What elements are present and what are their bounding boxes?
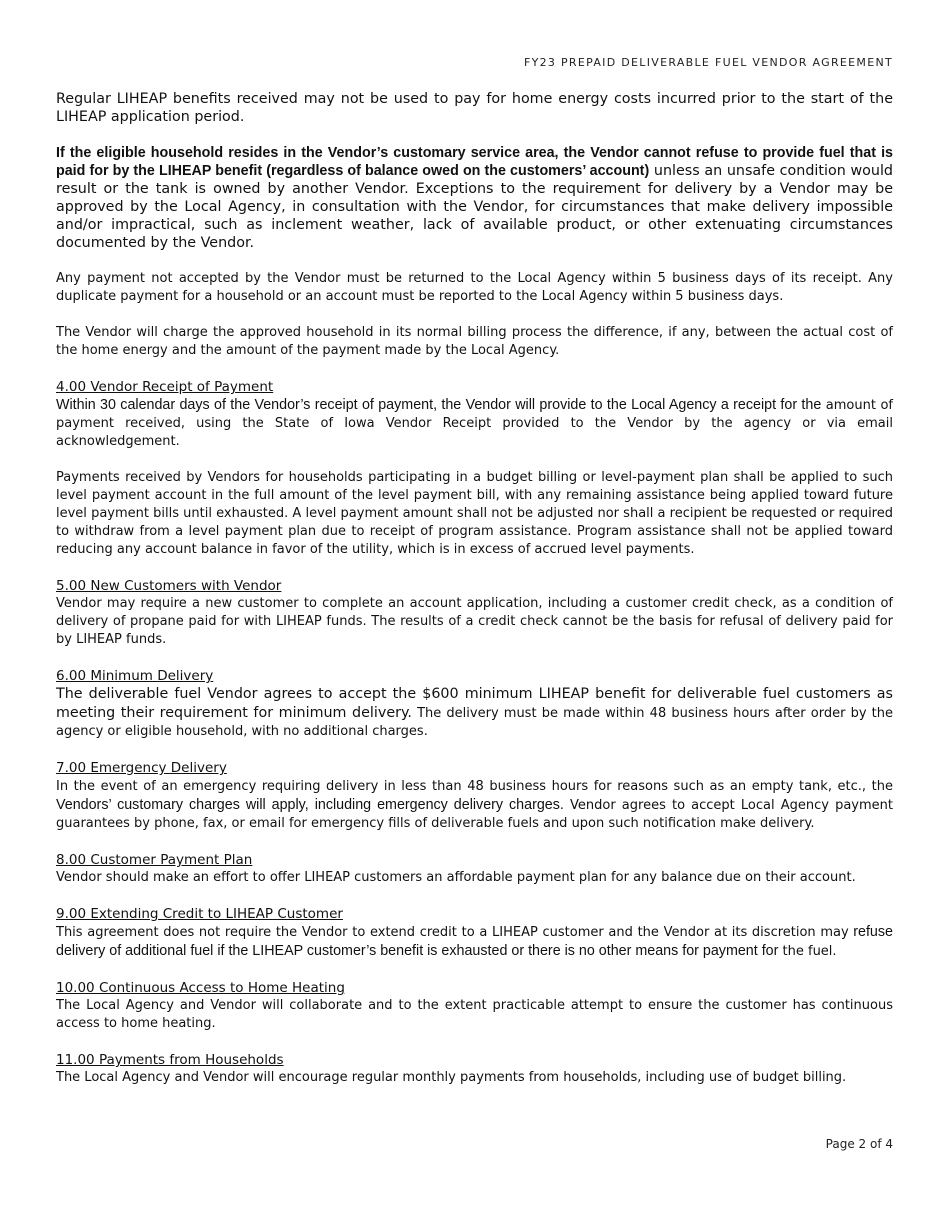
section-7-body [56, 777, 893, 833]
document-body [56, 90, 893, 1105]
section-9 [56, 905, 893, 961]
section-4-paragraph-1 [56, 396, 893, 451]
intro-bold-text: If the eligible household resides in the Vendor’s customary service area, the Vendor cannot refuse to provide fuel that is paid for by the LIHEAP benefit (regardless of balance owed on the customers’ account) [56, 145, 893, 179]
section-7 [56, 759, 893, 833]
section-6-body-start: The deliverable fuel Vendor agrees to accept the $600 minimum LIHEAP benefit for deliverable fuel customers as meeting their requirement for minimum delivery. [56, 686, 893, 721]
section-7-body-rest: Vendor agrees to accept Local Agency payment guarantees by phone, fax, or email for emergency fills of deliverable fuels and upon such notification make delivery. [56, 798, 893, 831]
intro-paragraph-2-rest: unless an unsafe condition would result or the tank is owned by another Vendor. Exceptions to the requirement for delivery by a Vendor may be approved by the Local Agency, in consultation with the Vendor, for circumstances that make delivery impossible and/or impractical, such as inclement weather, lack of available product, or other extenuating circumstances documented by the Vendor. [56, 163, 893, 251]
section-5-body: Vendor may require a new customer to complete an account application, including a customer credit check, as a condition of delivery of propane paid for with LIHEAP funds. The results of a credit check cannot be the basis for refusal of delivery paid for by LIHEAP funds. [56, 596, 893, 647]
intro-paragraph-4: The Vendor will charge the approved household in its normal billing process the difference, if any, between the actual cost of the home energy and the amount of the payment made by the Local Agency. [56, 325, 893, 358]
section-11 [56, 1051, 893, 1087]
section-4-paragraph-1-rest: amount of payment received, using the State of Iowa Vendor Receipt provided to the Vendor by the agency or via email acknowledgement. [56, 398, 893, 449]
page-number: Page 2 of 4 [825, 1137, 893, 1151]
section-9-body-end: the fuel. [778, 944, 837, 959]
section-5 [56, 577, 893, 649]
section-7-body-start: In the event of an emergency requiring delivery in less than 48 business hours for reasons such as an empty tank, etc., the [56, 779, 893, 794]
section-7-body-charges: Vendors’ customary charges will apply, including emergency delivery charges. [56, 797, 564, 813]
section-11-body: The Local Agency and Vendor will encourage regular monthly payments from households, including use of budget billing. [56, 1070, 847, 1085]
section-10-title: 10.00 Continuous Access to Home Heating [56, 980, 345, 996]
section-11-title: 11.00 Payments from Households [56, 1052, 284, 1068]
section-8 [56, 851, 893, 887]
section-6 [56, 667, 893, 741]
section-10-body: The Local Agency and Vendor will collaborate and to the extent practicable attempt to ensure the customer has continuous access to home heating. [56, 998, 893, 1031]
section-4-paragraph-2: Payments received by Vendors for households participating in a budget billing or level-payment plan shall be applied to such level payment account in the full amount of the level payment bill, with any remaining assistance being applied toward future level payment bills until exhausted. A level payment amount shall not be adjusted nor shall a recipient be requested or required to withdraw from a level payment plan due to receipt of program assistance. Program assistance shall not be applied toward reducing any account balance in favor of the utility, which is in excess of accrued level payments. [56, 470, 893, 557]
intro-paragraph-1: Regular LIHEAP benefits received may not be used to pay for home energy costs incurred prior to the start of the LIHEAP application period. [56, 91, 893, 125]
section-9-body-start: This agreement does not require the Vendor to extend credit to a LIHEAP customer and the Vendor at its discretion may [56, 925, 849, 940]
section-10 [56, 979, 893, 1033]
section-5-title: 5.00 New Customers with Vendor [56, 578, 282, 594]
section-9-title: 9.00 Extending Credit to LIHEAP Customer [56, 906, 343, 922]
section-8-body: Vendor should make an effort to offer LIHEAP customers an affordable payment plan for any balance due on their account. [56, 870, 856, 885]
section-7-title: 7.00 Emergency Delivery [56, 760, 227, 776]
intro-paragraph-2 [56, 144, 893, 252]
section-6-title: 6.00 Minimum Delivery [56, 668, 214, 684]
section-9-body-middle: refuse delivery of additional fuel if the LIHEAP customer’s benefit is exhausted or there is no other means for payment for [56, 924, 893, 959]
section-4-paragraph-1-start: Within 30 calendar days of the Vendor’s receipt of payment, the Vendor will provide to the Local Agency a receipt for the [56, 397, 822, 413]
section-8-title: 8.00 Customer Payment Plan [56, 852, 253, 868]
document-header: FY23 PREPAID DELIVERABLE FUEL VENDOR AGREEMENT [523, 56, 893, 69]
section-4-title: 4.00 Vendor Receipt of Payment [56, 379, 274, 395]
section-6-body [56, 685, 893, 741]
intro-paragraph-3: Any payment not accepted by the Vendor must be returned to the Local Agency within 5 business days of its receipt. Any duplicate payment for a household or an account must be reported to the Local Agency within 5 business days. [56, 271, 893, 304]
section-6-body-rest: The delivery must be made within 48 business hours after order by the agency or eligible household, with no additional charges. [56, 706, 893, 739]
section-9-body [56, 923, 893, 961]
section-4 [56, 378, 893, 559]
